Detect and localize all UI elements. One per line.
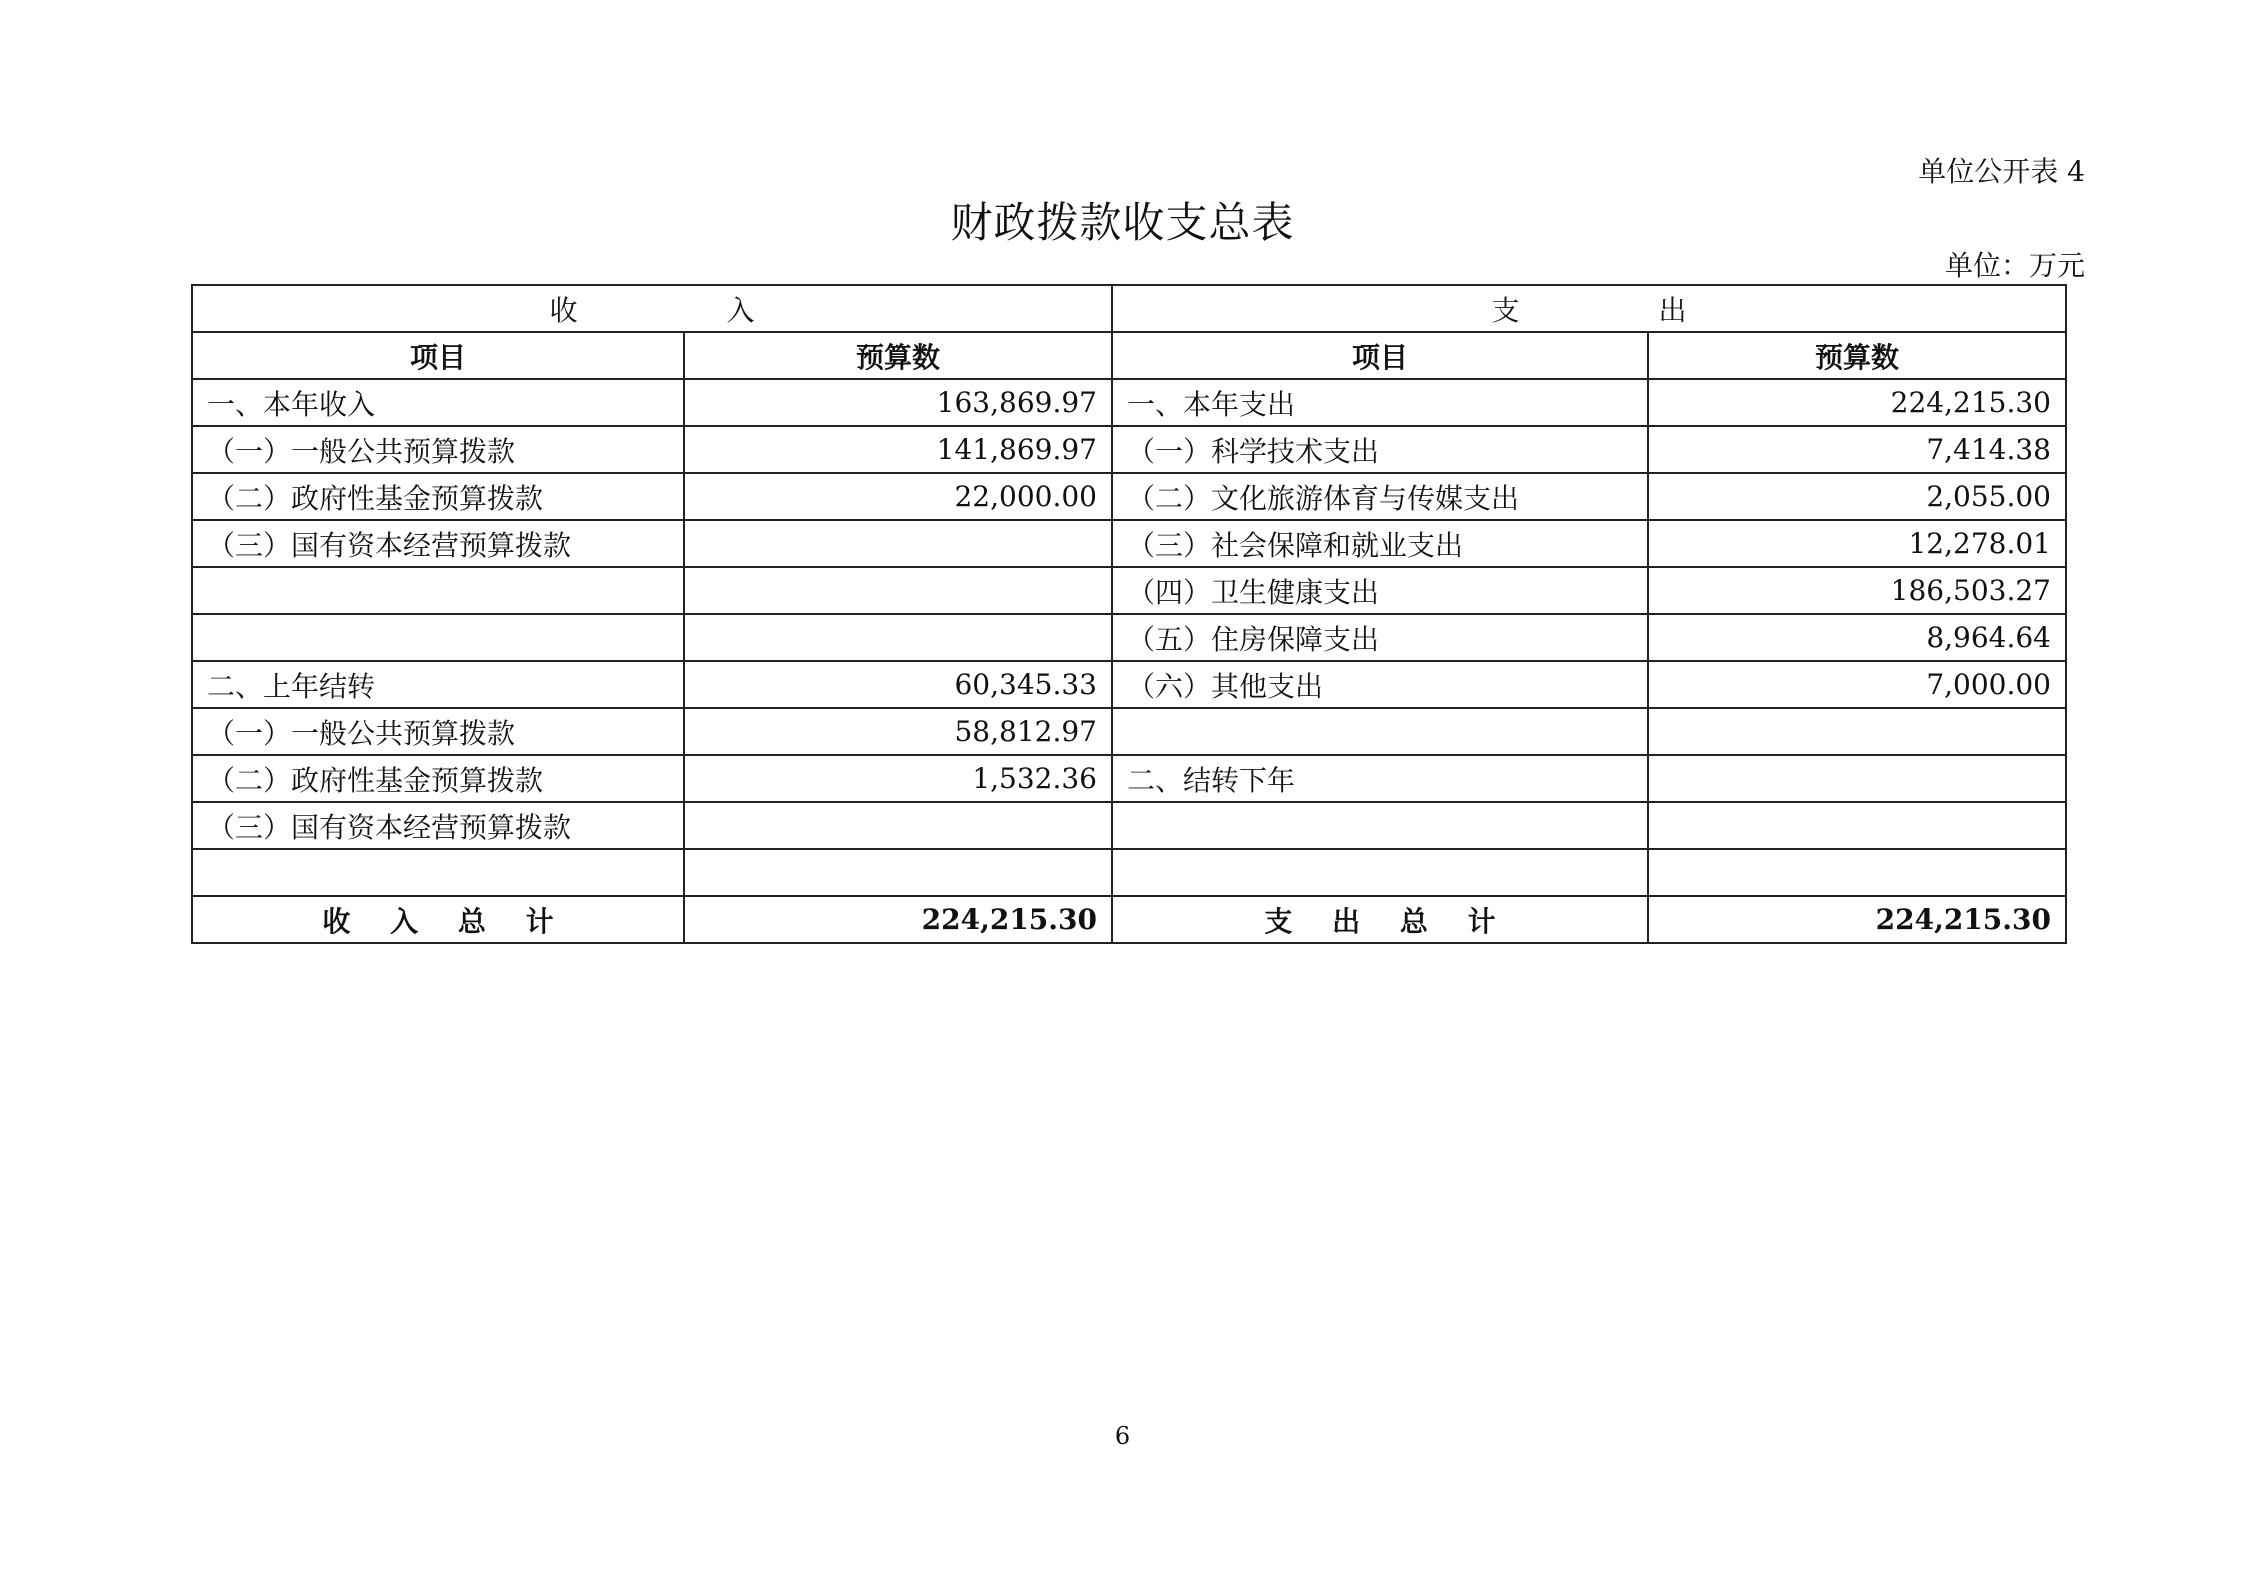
income-budget-column-header: 预算数: [684, 332, 1112, 379]
expense-item-cell: [1112, 708, 1648, 755]
expense-item-column-header: 项目: [1112, 332, 1648, 379]
expense-value-cell: [1648, 708, 2066, 755]
income-section-header: 收 入: [192, 285, 1112, 332]
table-row: [192, 661, 2066, 708]
expense-value-cell: 8,964.64: [1648, 614, 2066, 661]
income-item-cell: [192, 614, 684, 661]
income-value-cell: [684, 802, 1112, 849]
expense-total-label: 支 出 总 计: [1112, 896, 1648, 943]
income-item-column-header: 项目: [192, 332, 684, 379]
expense-value-cell: 7,414.38: [1648, 426, 2066, 473]
section-header-row: [192, 285, 2066, 332]
table-row: [192, 520, 2066, 567]
expense-value-cell: [1648, 755, 2066, 802]
column-header-row: [192, 332, 2066, 379]
table-row: [192, 755, 2066, 802]
income-item-cell: [192, 849, 684, 896]
expense-total-value: 224,215.30: [1648, 896, 2066, 943]
income-item-cell: 二、上年结转: [192, 661, 684, 708]
income-value-cell: 22,000.00: [684, 473, 1112, 520]
income-value-cell: 163,869.97: [684, 379, 1112, 426]
expense-section-header: 支 出: [1112, 285, 2066, 332]
expense-item-cell: [1112, 802, 1648, 849]
income-value-cell: [684, 567, 1112, 614]
expense-item-cell: （六）其他支出: [1112, 661, 1648, 708]
table-row: [192, 708, 2066, 755]
income-value-cell: [684, 520, 1112, 567]
income-value-cell: 60,345.33: [684, 661, 1112, 708]
total-row: [192, 896, 2066, 943]
expense-item-cell: （五）住房保障支出: [1112, 614, 1648, 661]
expense-value-cell: [1648, 802, 2066, 849]
income-value-cell: 58,812.97: [684, 708, 1112, 755]
expense-value-cell: 186,503.27: [1648, 567, 2066, 614]
income-item-cell: （三）国有资本经营预算拨款: [192, 520, 684, 567]
income-total-label: 收 入 总 计: [192, 896, 684, 943]
unit-label: 单位：万元: [1944, 249, 2085, 282]
income-item-cell: [192, 567, 684, 614]
table-row: [192, 567, 2066, 614]
table-row: [192, 426, 2066, 473]
income-item-cell: （二）政府性基金预算拨款: [192, 473, 684, 520]
page-title: 财政拨款收支总表: [950, 198, 1295, 247]
table-row: [192, 849, 2066, 896]
table-row: [192, 802, 2066, 849]
income-value-cell: 1,532.36: [684, 755, 1112, 802]
expense-value-cell: 7,000.00: [1648, 661, 2066, 708]
income-item-cell: （二）政府性基金预算拨款: [192, 755, 684, 802]
expense-item-cell: 二、结转下年: [1112, 755, 1648, 802]
budget-table: [191, 284, 2067, 944]
income-value-cell: 141,869.97: [684, 426, 1112, 473]
table-row: [192, 473, 2066, 520]
expense-value-cell: 12,278.01: [1648, 520, 2066, 567]
expense-item-cell: 一、本年支出: [1112, 379, 1648, 426]
expense-item-cell: （四）卫生健康支出: [1112, 567, 1648, 614]
table-row: [192, 379, 2066, 426]
expense-value-cell: 224,215.30: [1648, 379, 2066, 426]
form-number: 单位公开表 4: [1918, 155, 2085, 188]
expense-item-cell: [1112, 849, 1648, 896]
page-number: 6: [1114, 1422, 1131, 1450]
expense-value-cell: 2,055.00: [1648, 473, 2066, 520]
expense-item-cell: （二）文化旅游体育与传媒支出: [1112, 473, 1648, 520]
income-value-cell: [684, 849, 1112, 896]
income-item-cell: （三）国有资本经营预算拨款: [192, 802, 684, 849]
expense-budget-column-header: 预算数: [1648, 332, 2066, 379]
income-value-cell: [684, 614, 1112, 661]
income-total-value: 224,215.30: [684, 896, 1112, 943]
table-row: [192, 614, 2066, 661]
expense-value-cell: [1648, 849, 2066, 896]
expense-item-cell: （三）社会保障和就业支出: [1112, 520, 1648, 567]
income-item-cell: 一、本年收入: [192, 379, 684, 426]
income-item-cell: （一）一般公共预算拨款: [192, 708, 684, 755]
income-item-cell: （一）一般公共预算拨款: [192, 426, 684, 473]
expense-item-cell: （一）科学技术支出: [1112, 426, 1648, 473]
